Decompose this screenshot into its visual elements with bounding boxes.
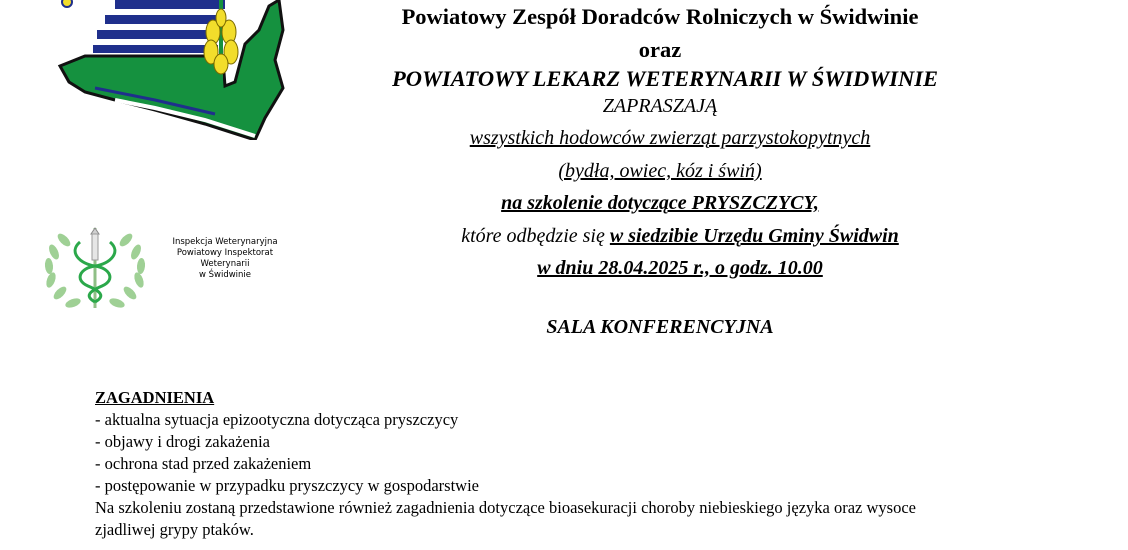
venue-name: w siedzibie Urzędu Gminy Świdwin — [609, 225, 899, 247]
agricultural-advisory-logo — [55, 0, 295, 140]
venue-line — [360, 225, 1000, 248]
training-topic: na szkolenie dotyczące PRYSZCZYCY, — [501, 192, 819, 214]
invite-text: ZAPRASZAJĄ — [602, 95, 718, 117]
co-organizer-title: POWIATOWY LEKARZ WETERYNARII W ŚWIDWINIE — [391, 66, 938, 91]
caduceus-icon — [75, 228, 115, 308]
topics-section — [95, 387, 1095, 541]
organizer-title: Powiatowy Zespół Doradców Rolniczych w Świdwinie — [401, 4, 919, 29]
date-time: w dniu 28.04.2025 r., o godz. 10.00 — [537, 257, 823, 279]
audience-text: wszystkich hodowców zwierząt parzystokopytnych — [469, 127, 871, 149]
vet-logo-line2: Powiatowy Inspektorat Weterynarii — [176, 248, 274, 269]
topics-note-line2: zjadliwej grypy ptaków. — [95, 520, 254, 539]
topics-note-line1: Na szkoleniu zostaną przedstawione również zagadnienia dotyczące bioasekuracji choroby niebieskiego języka oraz wysoce — [95, 498, 916, 517]
topic-item: - postępowanie w przypadku pryszczycy w gospodarstwie — [95, 476, 479, 495]
vet-logo-line1: Inspekcja Weterynaryjna — [172, 237, 278, 247]
topic-item: - aktualna sytuacja epizootyczna dotycząca pryszczycy — [95, 410, 459, 429]
room-name: SALA KONFERENCYJNA — [546, 316, 774, 338]
venue-prefix: które odbędzie się — [461, 225, 610, 247]
veterinary-inspection-logo — [40, 222, 150, 314]
vet-logo-caption — [160, 237, 290, 281]
species-text: (bydła, owiec, kóz i świń) — [558, 160, 762, 182]
vet-logo-line3: w Świdwinie — [198, 270, 252, 280]
topics-heading: ZAGADNIENIA — [95, 388, 215, 407]
topic-item: - ochrona stad przed zakażeniem — [95, 454, 312, 473]
conjunction-text: oraz — [638, 37, 682, 62]
topic-item: - objawy i drogi zakażenia — [95, 432, 271, 451]
